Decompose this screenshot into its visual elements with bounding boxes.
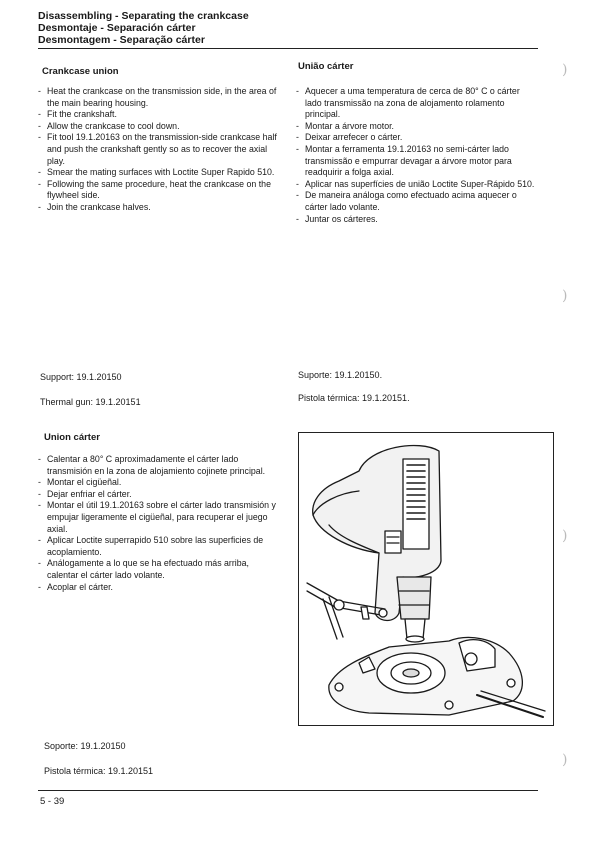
header-title-pt: Desmontagem - Separação cárter [38, 34, 205, 46]
list-item: - Dejar enfriar el cárter. [38, 489, 278, 501]
list-item: - Análogamente a lo que se ha efectuado más arriba, calentar el cárter lado volante. [38, 558, 278, 581]
list-item: - Aquecer a uma temperatura de cerca de 80° C o cárter lado transmissão na zona de alojamento rolamento principal. [296, 86, 536, 121]
list-item: - Following the same procedure, heat the crankcase on the flywheel side. [38, 179, 278, 202]
list-item: - Aplicar nas superfícies de união Loctite Super-Rápido 510. [296, 179, 536, 191]
list-item: - Deixar arrefecer o cárter. [296, 132, 536, 144]
list-item: - Allow the crankcase to cool down. [38, 121, 278, 133]
list-item: - Calentar a 80° C aproximadamente el cárter lado transmisión en la zona de alojamiento cojinete principal. [38, 454, 278, 477]
list-item: - De maneira análoga como efectuado acima aquecer o cárter lado volante. [296, 190, 536, 213]
list-item: - Fit tool 19.1.20163 on the transmission-side crankcase half and push the crankshaft gently so as to recover the axial play. [38, 132, 278, 167]
header-title-en: Disassembling - Separating the crankcase [38, 10, 249, 22]
heat-gun-icon [313, 445, 441, 642]
list-item: - Join the crankcase halves. [38, 202, 278, 214]
list-item: - Montar a ferramenta 19.1.20163 no semi-cárter lado transmissão e empurrar devagar a árvore motor para readquirir a folga axial. [296, 144, 536, 179]
list-item: - Acoplar el cárter. [38, 582, 278, 594]
spanish-thermal-gun-ref: Pistola térmica: 19.1.20151 [44, 766, 154, 776]
portuguese-support-ref: Suporte: 19.1.20150. [298, 370, 383, 380]
figure-frame [298, 432, 554, 726]
crankcase-icon [329, 637, 545, 717]
margin-mark: ) [562, 288, 568, 304]
list-item: - Montar a árvore motor. [296, 121, 536, 133]
spanish-support-ref: Soporte: 19.1.20150 [44, 741, 126, 751]
portuguese-thermal-gun-ref: Pistola térmica: 19.1.20151. [298, 393, 410, 403]
list-item: - Heat the crankcase on the transmission side, in the area of the main bearing housing. [38, 86, 278, 109]
margin-mark: ) [562, 62, 568, 78]
heat-gun-crankcase-illustration [299, 433, 553, 725]
english-section-title: Crankcase union [42, 66, 119, 77]
page-number: 5 - 39 [40, 796, 65, 807]
portuguese-section-title: União cárter [298, 61, 354, 72]
list-item: - Montar el cigüeñal. [38, 477, 278, 489]
english-steps-list [38, 86, 278, 214]
portuguese-steps-list [296, 86, 536, 225]
margin-mark: ) [562, 528, 568, 544]
list-item: - Montar el útil 19.1.20163 sobre el cárter lado transmisión y empujar ligeramente el cigüeñal, para recuperar el juego axial. [38, 500, 278, 535]
list-item: - Smear the mating surfaces with Loctite Super Rapido 510. [38, 167, 278, 179]
english-support-ref: Support: 19.1.20150 [40, 372, 122, 382]
english-thermal-gun-ref: Thermal gun: 19.1.20151 [40, 397, 141, 407]
spanish-steps-list [38, 454, 278, 593]
header-divider [38, 48, 538, 49]
list-item: - Aplicar Loctite superrapido 510 sobre las superficies de acoplamiento. [38, 535, 278, 558]
spanish-section-title: Union cárter [44, 432, 100, 443]
header-title-es: Desmontaje - Separación cárter [38, 22, 196, 34]
list-item: - Juntar os cárteres. [296, 214, 536, 226]
footer-divider [38, 790, 538, 791]
list-item: - Fit the crankshaft. [38, 109, 278, 121]
margin-mark: ) [562, 752, 568, 768]
